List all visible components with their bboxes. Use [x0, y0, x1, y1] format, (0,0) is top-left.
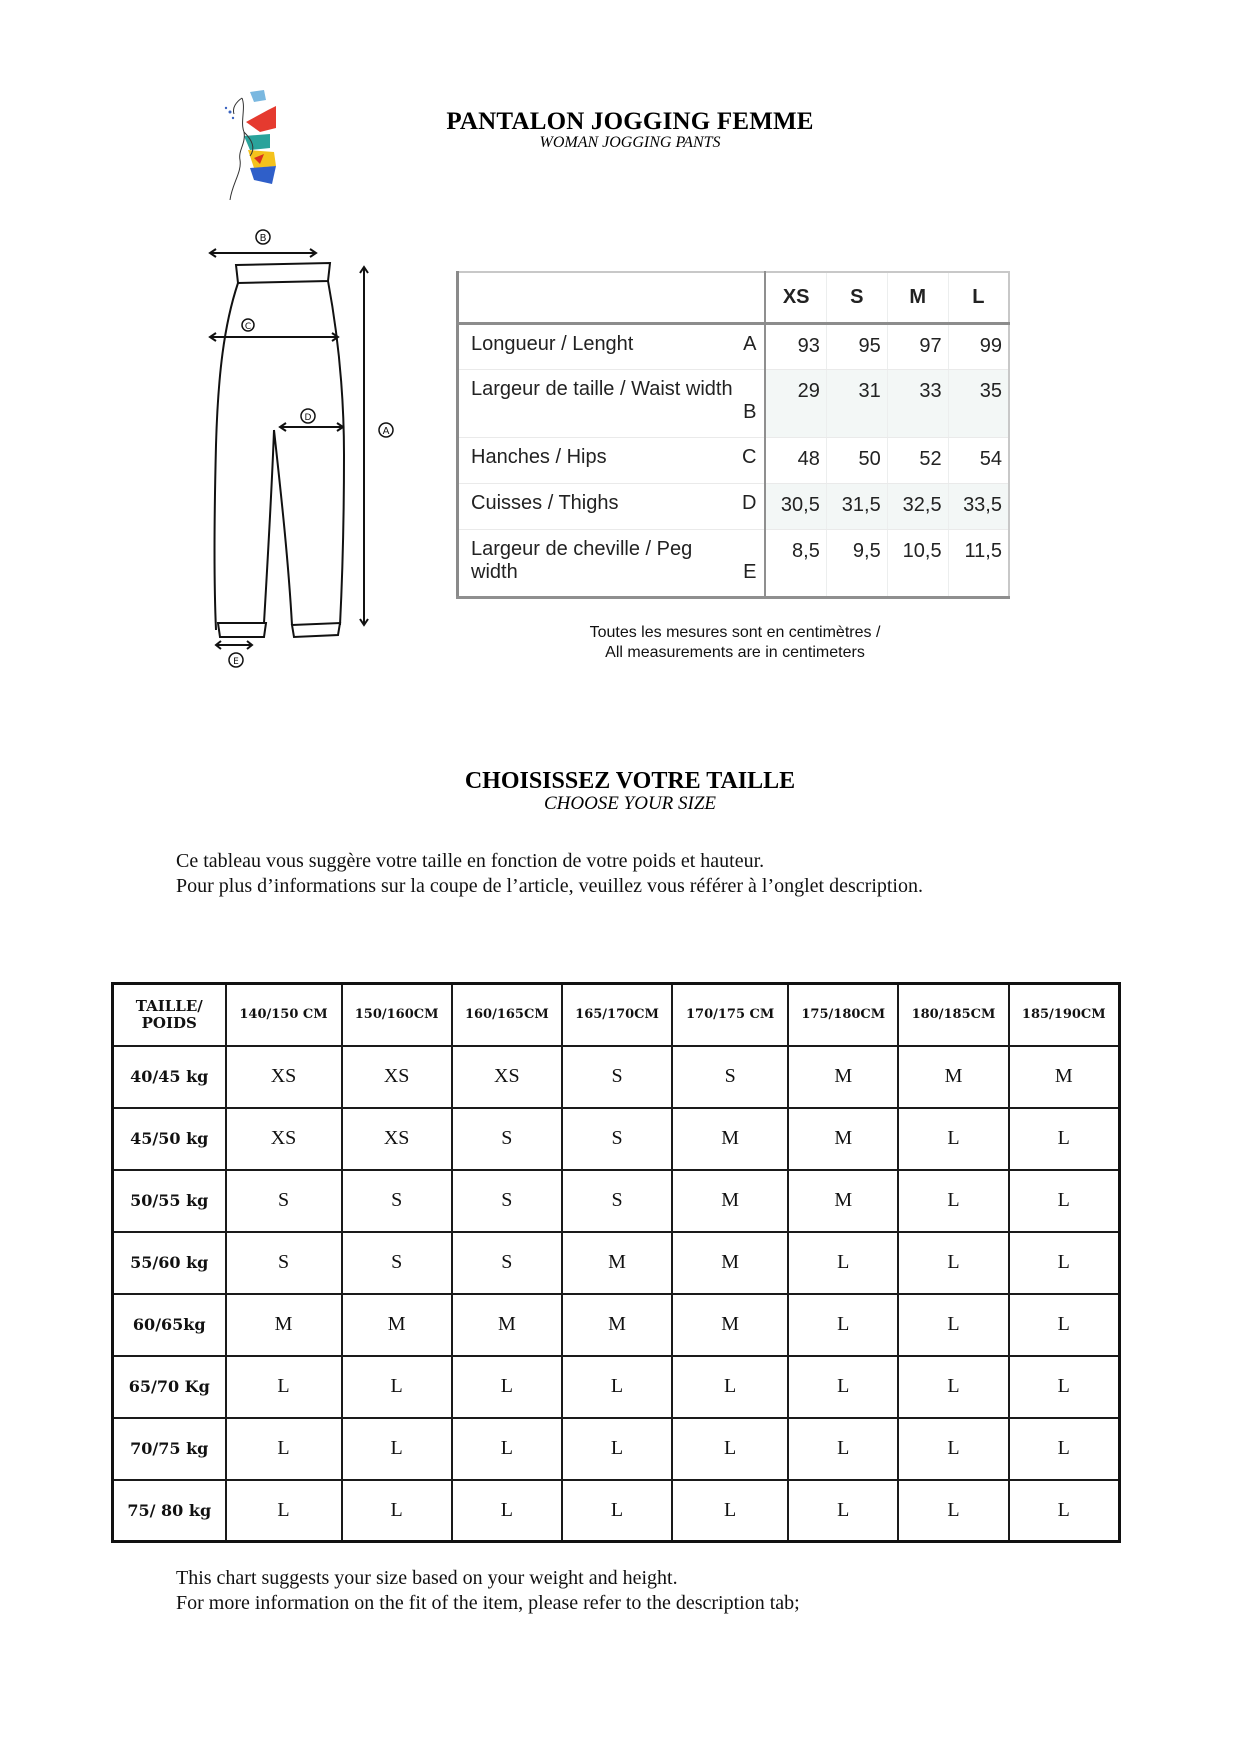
measurement-letter: B: [743, 400, 757, 423]
size-cell: S: [452, 1170, 562, 1232]
footer-line: For more information on the fit of the item, please refer to the description tab;: [176, 1592, 800, 1614]
weight-row-header: 45/50 kg: [113, 1108, 226, 1170]
size-chart-row: [113, 1108, 1120, 1170]
measurement-label: Longueur / Lenght: [471, 332, 634, 355]
weight-row-header: 50/55 kg: [113, 1170, 226, 1232]
page-title: PANTALON JOGGING FEMME: [446, 108, 814, 135]
height-column-header: 180/185CM: [898, 984, 1008, 1046]
weight-row-header: 75/ 80 kg: [113, 1480, 226, 1542]
size-cell: L: [672, 1480, 788, 1542]
size-cell: M: [452, 1294, 562, 1356]
size-cell: L: [898, 1418, 1008, 1480]
measurement-label: Largeur de taille / Waist width: [471, 377, 733, 400]
measurement-value: 35: [948, 369, 1009, 437]
measurement-letter: A: [743, 332, 757, 355]
size-cell: XS: [342, 1108, 452, 1170]
size-cell: L: [898, 1232, 1008, 1294]
size-cell: L: [788, 1418, 898, 1480]
size-cell: L: [342, 1356, 452, 1418]
size-cell: L: [342, 1418, 452, 1480]
pants-diagram-icon: [188, 225, 433, 675]
size-chart-row: [113, 1418, 1120, 1480]
size-cell: S: [226, 1170, 342, 1232]
size-cell: L: [562, 1356, 672, 1418]
height-column-header: 165/170CM: [562, 984, 672, 1046]
measurement-value: 33: [887, 369, 948, 437]
measurement-label: Hanches / Hips: [471, 445, 607, 468]
dancer-logo-icon: [220, 88, 290, 203]
intro-line: Pour plus d’informations sur la coupe de l’article, veuillez vous référer à l’onglet description.: [176, 875, 923, 897]
measurement-letter: E: [743, 560, 757, 583]
size-cell: L: [226, 1480, 342, 1542]
size-cell: M: [1009, 1046, 1120, 1108]
measurement-label: Largeur de cheville / Peg width: [471, 537, 693, 583]
size-cell: L: [788, 1356, 898, 1418]
svg-text:A: A: [382, 426, 390, 437]
footer-line: This chart suggests your size based on your weight and height.: [176, 1567, 678, 1589]
weight-row-header: 40/45 kg: [113, 1046, 226, 1108]
corner-label: TAILLE/: [135, 996, 203, 1015]
size-cell: S: [452, 1108, 562, 1170]
size-cell: M: [788, 1108, 898, 1170]
height-column-header: 175/180CM: [788, 984, 898, 1046]
size-cell: L: [672, 1418, 788, 1480]
size-chart-header-row: [113, 984, 1120, 1046]
size-cell: L: [1009, 1170, 1120, 1232]
measurement-label: Cuisses / Thighs: [471, 491, 619, 514]
measurement-row: [458, 437, 1010, 483]
measurement-value: 93: [765, 323, 826, 369]
measurements-corner: [458, 272, 766, 323]
size-cell: S: [452, 1232, 562, 1294]
size-cell: L: [452, 1418, 562, 1480]
size-cell: S: [562, 1046, 672, 1108]
size-column-header: S: [826, 272, 887, 323]
choose-size-header: [380, 768, 880, 815]
height-column-header: 150/160CM: [342, 984, 452, 1046]
size-cell: S: [342, 1232, 452, 1294]
measurement-letter: C: [742, 445, 757, 468]
svg-text:E: E: [233, 657, 239, 667]
svg-text:B: B: [259, 233, 267, 244]
size-cell: L: [898, 1480, 1008, 1542]
weight-row-header: 70/75 kg: [113, 1418, 226, 1480]
size-cell: S: [562, 1108, 672, 1170]
section-subtitle: CHOOSE YOUR SIZE: [543, 793, 717, 814]
size-chart-table: [111, 982, 1121, 1543]
size-cell: L: [226, 1418, 342, 1480]
size-cell: L: [898, 1356, 1008, 1418]
measurement-value: 52: [887, 437, 948, 483]
size-cell: L: [788, 1294, 898, 1356]
size-chart-row: [113, 1294, 1120, 1356]
size-cell: L: [452, 1356, 562, 1418]
document-header: [380, 108, 880, 152]
height-column-header: 170/175 CM: [672, 984, 788, 1046]
size-cell: L: [1009, 1418, 1120, 1480]
measurement-value: 32,5: [887, 483, 948, 529]
size-cell: L: [1009, 1232, 1120, 1294]
units-note-fr: Toutes les mesures sont en centimètres /: [589, 624, 881, 641]
size-cell: M: [226, 1294, 342, 1356]
measurement-value: 31,5: [826, 483, 887, 529]
weight-row-header: 55/60 kg: [113, 1232, 226, 1294]
height-column-header: 160/165CM: [452, 984, 562, 1046]
measurement-value: 50: [826, 437, 887, 483]
measurement-row: [458, 529, 1010, 597]
size-cell: L: [452, 1480, 562, 1542]
size-cell: L: [898, 1108, 1008, 1170]
size-cell: L: [788, 1480, 898, 1542]
size-chart-row: [113, 1170, 1120, 1232]
page-subtitle: WOMAN JOGGING PANTS: [539, 134, 721, 151]
size-chart-row: [113, 1356, 1120, 1418]
svg-text:D: D: [304, 413, 312, 423]
size-cell: M: [788, 1170, 898, 1232]
svg-text:C: C: [244, 322, 252, 332]
size-cell: M: [562, 1294, 672, 1356]
size-cell: XS: [452, 1046, 562, 1108]
intro-text: [176, 849, 1136, 899]
measurement-value: 9,5: [826, 529, 887, 597]
size-cell: L: [562, 1480, 672, 1542]
size-cell: M: [672, 1232, 788, 1294]
measurements-header-row: [458, 272, 1010, 323]
weight-row-header: 65/70 Kg: [113, 1356, 226, 1418]
measurement-value: 95: [826, 323, 887, 369]
measurement-value: 10,5: [887, 529, 948, 597]
size-chart-row: [113, 1232, 1120, 1294]
size-cell: M: [672, 1294, 788, 1356]
measurement-value: 33,5: [948, 483, 1009, 529]
measurement-letter: D: [742, 491, 757, 514]
size-cell: L: [1009, 1356, 1120, 1418]
size-cell: L: [342, 1480, 452, 1542]
size-chart-row: [113, 1046, 1120, 1108]
weight-row-header: 60/65kg: [113, 1294, 226, 1356]
footer-text: [176, 1566, 1136, 1616]
size-cell: L: [562, 1418, 672, 1480]
size-cell: L: [1009, 1294, 1120, 1356]
height-column-header: 140/150 CM: [226, 984, 342, 1046]
size-cell: XS: [342, 1046, 452, 1108]
size-cell: L: [672, 1356, 788, 1418]
size-cell: S: [562, 1170, 672, 1232]
measurements-table: [456, 271, 1010, 599]
measurement-value: 8,5: [765, 529, 826, 597]
corner-label: POIDS: [141, 1013, 197, 1032]
size-cell: L: [226, 1356, 342, 1418]
height-column-header: 185/190CM: [1009, 984, 1120, 1046]
measurement-row: [458, 323, 1010, 369]
size-cell: M: [672, 1170, 788, 1232]
measurement-row: [458, 369, 1010, 437]
size-chart-corner: [113, 984, 226, 1046]
size-cell: S: [672, 1046, 788, 1108]
measurement-value: 30,5: [765, 483, 826, 529]
size-cell: L: [898, 1170, 1008, 1232]
measurement-row: [458, 483, 1010, 529]
size-column-header: XS: [765, 272, 826, 323]
size-cell: L: [898, 1294, 1008, 1356]
size-cell: S: [226, 1232, 342, 1294]
size-cell: M: [562, 1232, 672, 1294]
size-cell: S: [342, 1170, 452, 1232]
size-cell: L: [1009, 1108, 1120, 1170]
size-cell: XS: [226, 1046, 342, 1108]
size-cell: M: [672, 1108, 788, 1170]
size-cell: L: [788, 1232, 898, 1294]
measurement-value: 29: [765, 369, 826, 437]
measurement-value: 31: [826, 369, 887, 437]
measurement-value: 48: [765, 437, 826, 483]
size-cell: M: [342, 1294, 452, 1356]
measurement-value: 99: [948, 323, 1009, 369]
size-cell: L: [1009, 1480, 1120, 1542]
size-column-header: M: [887, 272, 948, 323]
section-title: CHOISISSEZ VOTRE TAILLE: [464, 768, 796, 794]
intro-line: Ce tableau vous suggère votre taille en fonction de votre poids et hauteur.: [176, 850, 765, 872]
units-note: [540, 623, 930, 663]
size-chart-row: [113, 1480, 1120, 1542]
units-note-en: All measurements are in centimeters: [605, 644, 865, 661]
size-cell: XS: [226, 1108, 342, 1170]
measurement-value: 54: [948, 437, 1009, 483]
measurement-value: 11,5: [948, 529, 1009, 597]
size-column-header: L: [948, 272, 1009, 323]
measurement-value: 97: [887, 323, 948, 369]
size-cell: M: [898, 1046, 1008, 1108]
size-cell: M: [788, 1046, 898, 1108]
